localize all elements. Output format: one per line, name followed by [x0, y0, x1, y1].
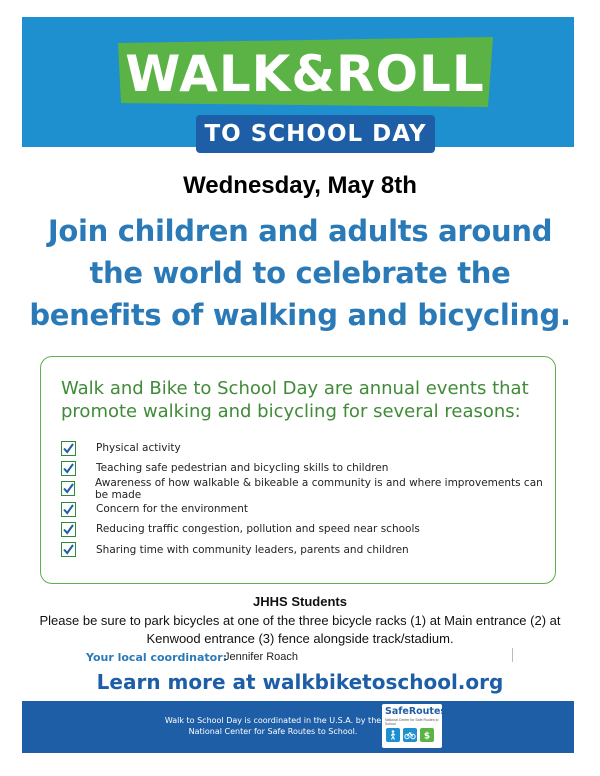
list-item — [61, 476, 555, 501]
list-item — [61, 539, 555, 559]
logo-title-graphic — [118, 37, 493, 107]
checkbox-icon — [61, 542, 76, 557]
saferoutes-logo-name: SafeRoutes — [385, 706, 447, 717]
list-item — [61, 499, 555, 519]
learn-more-link[interactable]: Learn more at walkbiketoschool.org — [96, 670, 504, 694]
logo-title-text: WALK&ROLL — [125, 45, 485, 103]
coordinator-divider — [512, 648, 513, 662]
saferoutes-icons — [386, 728, 434, 742]
reason-text: Sharing time with community leaders, parents and children — [96, 543, 409, 556]
saferoutes-logo-subtitle: National Center for Safe Routes to School — [385, 718, 439, 726]
reason-list — [61, 438, 555, 560]
reason-text: Teaching safe pedestrian and bicycling skills to children — [96, 462, 389, 475]
dollar-icon — [420, 728, 434, 742]
pedestrian-icon — [386, 728, 400, 742]
checkbox-icon — [61, 461, 76, 476]
saferoutes-logo — [382, 704, 447, 748]
bicycle-icon — [403, 728, 417, 742]
checkbox-icon — [61, 502, 76, 517]
reasons-intro: Walk and Bike to School Day are annual events that promote walking and bicycling for several reasons: — [61, 378, 529, 422]
reason-text: Awareness of how walkable & bikeable a community is and where improvements can be made — [95, 476, 543, 501]
event-date: Wednesday, May 8th — [183, 172, 417, 199]
students-title: JHHS Students — [253, 594, 347, 609]
footer-banner — [22, 701, 574, 753]
logo-subtitle: TO SCHOOL DAY — [196, 115, 435, 153]
checkbox-icon — [61, 522, 76, 537]
header-banner — [22, 17, 574, 147]
reason-text: Reducing traffic congestion, pollution and speed near schools — [96, 523, 420, 536]
footer-text: Walk to School Day is coordinated in the U.S.A. by the National Center for Safe Routes to School. — [164, 716, 382, 736]
coordinator-name: Jennifer Roach — [224, 651, 298, 663]
coordinator-label: Your local coordinator: — [86, 651, 228, 664]
reasons-box — [40, 356, 556, 584]
students-note: Please be sure to park bicycles at one of the three bicycle racks (1) at Main entrance (2) at Kenwood entrance (3) fence alongside track/stadium. — [39, 613, 561, 646]
checkbox-icon — [61, 481, 75, 496]
checkbox-icon — [61, 441, 76, 456]
walk-and-roll-logo — [118, 37, 493, 147]
event-headline: Join children and adults around the world to celebrate the benefits of walking and bicycling. — [29, 214, 571, 332]
reason-text: Physical activity — [96, 442, 181, 455]
list-item — [61, 438, 555, 458]
list-item — [61, 458, 555, 478]
reason-text: Concern for the environment — [96, 503, 248, 516]
list-item — [61, 519, 555, 539]
svg-text:$: $ — [423, 731, 431, 740]
